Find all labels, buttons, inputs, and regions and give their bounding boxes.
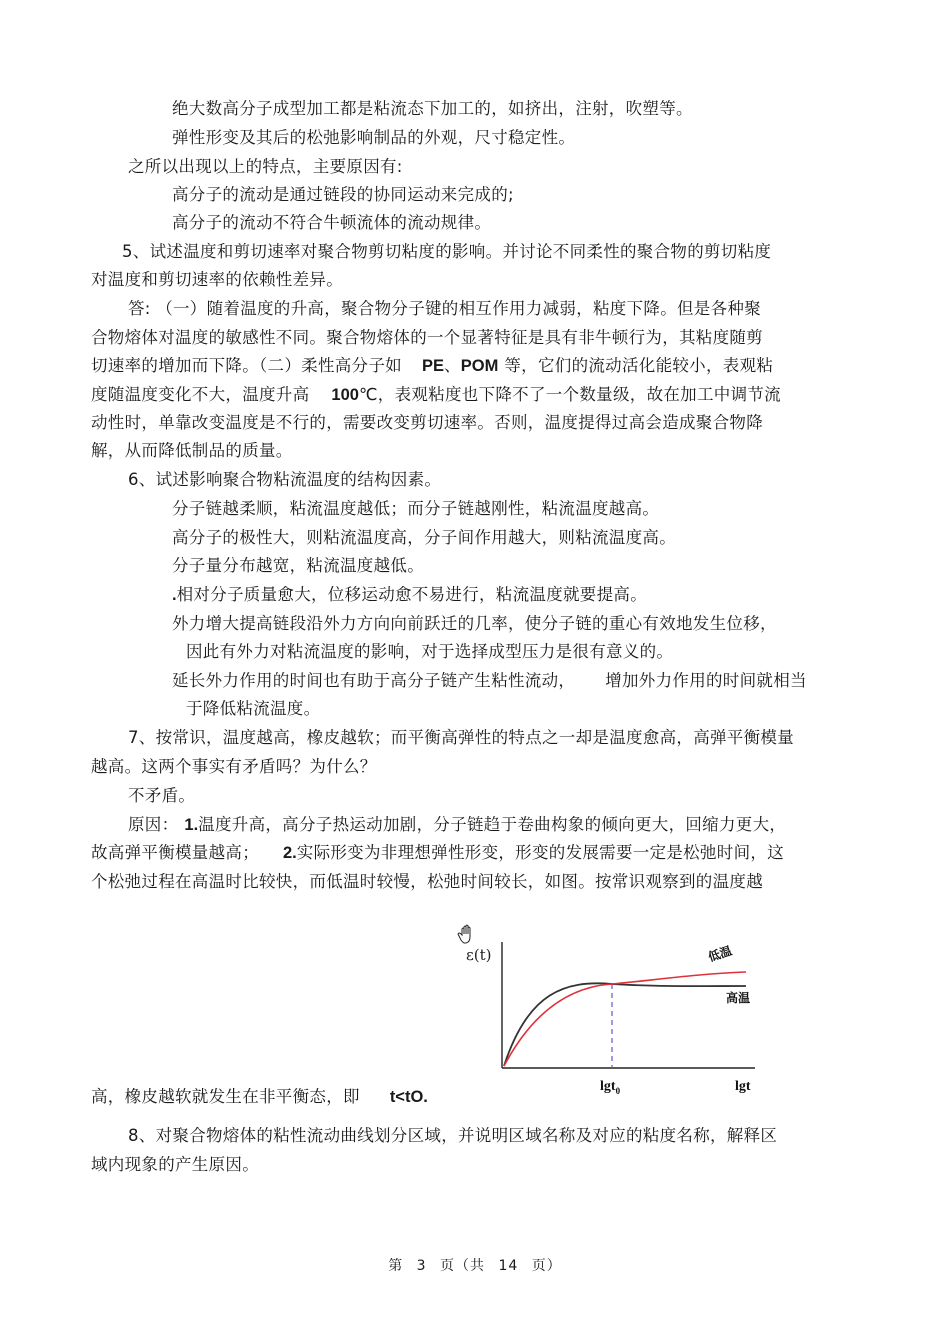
point-1: 1. bbox=[184, 816, 199, 834]
answer-7: 不矛盾。 bbox=[128, 786, 196, 805]
t-less-t0: t<tO. bbox=[389, 1088, 428, 1106]
question-6: 6、试述影响聚合物粘流温度的结构因素。 bbox=[128, 470, 442, 489]
text-line: 个松弛过程在高温时比较快，而低温时较慢，松弛时间较长，如图。按常识观察到的温度越 bbox=[91, 872, 763, 891]
text-line: 高分子的流动是通过链段的协同运动来完成的; bbox=[172, 185, 514, 204]
text-line: 高分子的极性大，则粘流温度高，分子间作用越大，则粘流温度高。 bbox=[172, 528, 676, 547]
term-pe: PE bbox=[421, 357, 444, 375]
footer-text: 第 bbox=[388, 1258, 404, 1274]
hand-cursor-icon bbox=[458, 925, 470, 943]
text-line: 绝大数高分子成型加工都是粘流态下加工的，如挤出，注射，吹塑等。 bbox=[172, 99, 693, 118]
bullet-dot: . bbox=[172, 586, 177, 604]
text-run: 等，它们的流动活化能较小，表观粘 bbox=[504, 356, 774, 375]
text-run: 故高弹平衡模量越高； bbox=[91, 843, 259, 862]
text-line: 越高。这两个事实有矛盾吗？为什么？ bbox=[91, 757, 377, 776]
text-run: 原因： bbox=[128, 815, 179, 834]
answer-5: 答: （一）随着温度的升高，聚合物分子键的相互作用力减弱，粘度下降。但是各种聚 bbox=[128, 299, 762, 318]
text-run: 、 bbox=[443, 356, 461, 375]
text-run: 延长外力作用的时间也有助于高分子链产生粘性流动， bbox=[172, 671, 576, 690]
page-number: 3 bbox=[416, 1258, 427, 1274]
footer-text: 页） bbox=[531, 1258, 562, 1274]
question-5: 5、试述温度和剪切速率对聚合物剪切粘度的影响。并讨论不同柔性的聚合物的剪切粘度 bbox=[122, 242, 772, 261]
text-line: 解，从而降低制品的质量。 bbox=[91, 441, 293, 460]
x-axis-label: lgt bbox=[735, 1079, 751, 1094]
text-line: 因此有外力对粘流温度的影响，对于选择成型压力是很有意义的。 bbox=[186, 642, 674, 661]
text-line: 之所以出现以上的特点，主要原因有: bbox=[128, 157, 403, 176]
text-line bbox=[91, 384, 781, 406]
text-line bbox=[172, 584, 647, 606]
text-line: 分子量分布越宽，粘流温度越低。 bbox=[172, 556, 424, 575]
text-run: 温度升高，高分子热运动加剧，分子链趋于卷曲构象的倾向更大，回缩力更大， bbox=[198, 815, 787, 834]
text-line: 合物熔体对温度的敏感性不同。聚合物熔体的一个显著特征是具有非牛顿行为，其粘度随剪 bbox=[91, 328, 763, 347]
relaxation-figure bbox=[450, 922, 770, 1102]
high-temp-label: 高温 bbox=[726, 991, 751, 1005]
text-run: 实际形变为非理想弹性形变，形变的发展需要一定是松弛时间，这 bbox=[296, 843, 784, 862]
value-100: 100 bbox=[331, 386, 359, 404]
text-run: ℃，表观粘度也下降不了一个数量级，故在加工中调节流 bbox=[358, 385, 781, 404]
text-run: 高，橡皮越软就发生在非平衡态，即 bbox=[91, 1087, 360, 1106]
text-line: 高分子的流动不符合牛顿流体的流动规律。 bbox=[172, 213, 492, 232]
question-7: 7、按常识，温度越高，橡皮越软；而平衡高弹性的特点之一却是温度愈高，高弹平衡模量 bbox=[128, 728, 794, 747]
text-line bbox=[91, 1086, 428, 1108]
lgt0-label: lgt$_0$ bbox=[600, 1079, 621, 1096]
text-line: 对温度和剪切速率的依赖性差异。 bbox=[91, 270, 343, 289]
page-footer bbox=[0, 1255, 950, 1275]
text-run: 切速率的增加而下降。（二）柔性高分子如 bbox=[91, 356, 402, 375]
point-2: 2. bbox=[283, 844, 297, 862]
text-line bbox=[128, 814, 786, 836]
term-pom: POM bbox=[460, 357, 499, 375]
text-run: 度随温度变化不大，温度升高 bbox=[91, 385, 310, 404]
text-line: 外力增大提高链段沿外力方向向前跃迁的几率，使分子链的重心有效地发生位移， bbox=[172, 614, 777, 633]
text-line bbox=[172, 670, 807, 692]
text-line: 弹性形变及其后的松弛影响制品的外观，尺寸稳定性。 bbox=[172, 128, 576, 147]
text-line bbox=[91, 842, 784, 864]
y-axis-label: ε(t) bbox=[466, 946, 492, 964]
page-total: 14 bbox=[498, 1258, 519, 1274]
text-line bbox=[91, 355, 773, 377]
footer-text: 页（共 bbox=[440, 1258, 486, 1274]
text-line: 域内现象的产生原因。 bbox=[91, 1155, 259, 1174]
low-temp-label: 低温 bbox=[706, 943, 734, 965]
question-8: 8、对聚合物熔体的粘性流动曲线划分区域，并说明区域名称及对应的粘度名称，解释区 bbox=[128, 1126, 778, 1145]
high-temp-curve bbox=[504, 983, 746, 1066]
text-run: 相对分子质量愈大，位移运动愈不易进行，粘流温度就要提高。 bbox=[176, 585, 647, 604]
text-line: 分子链越柔顺，粘流温度越低；而分子链越刚性，粘流温度越高。 bbox=[172, 499, 660, 518]
text-line: 于降低粘流温度。 bbox=[186, 699, 321, 718]
text-line: 动性时，单靠改变温度是不行的，需要改变剪切速率。否则，温度提得过高会造成聚合物降 bbox=[91, 413, 763, 432]
text-run: 增加外力作用的时间就相当 bbox=[605, 671, 807, 690]
